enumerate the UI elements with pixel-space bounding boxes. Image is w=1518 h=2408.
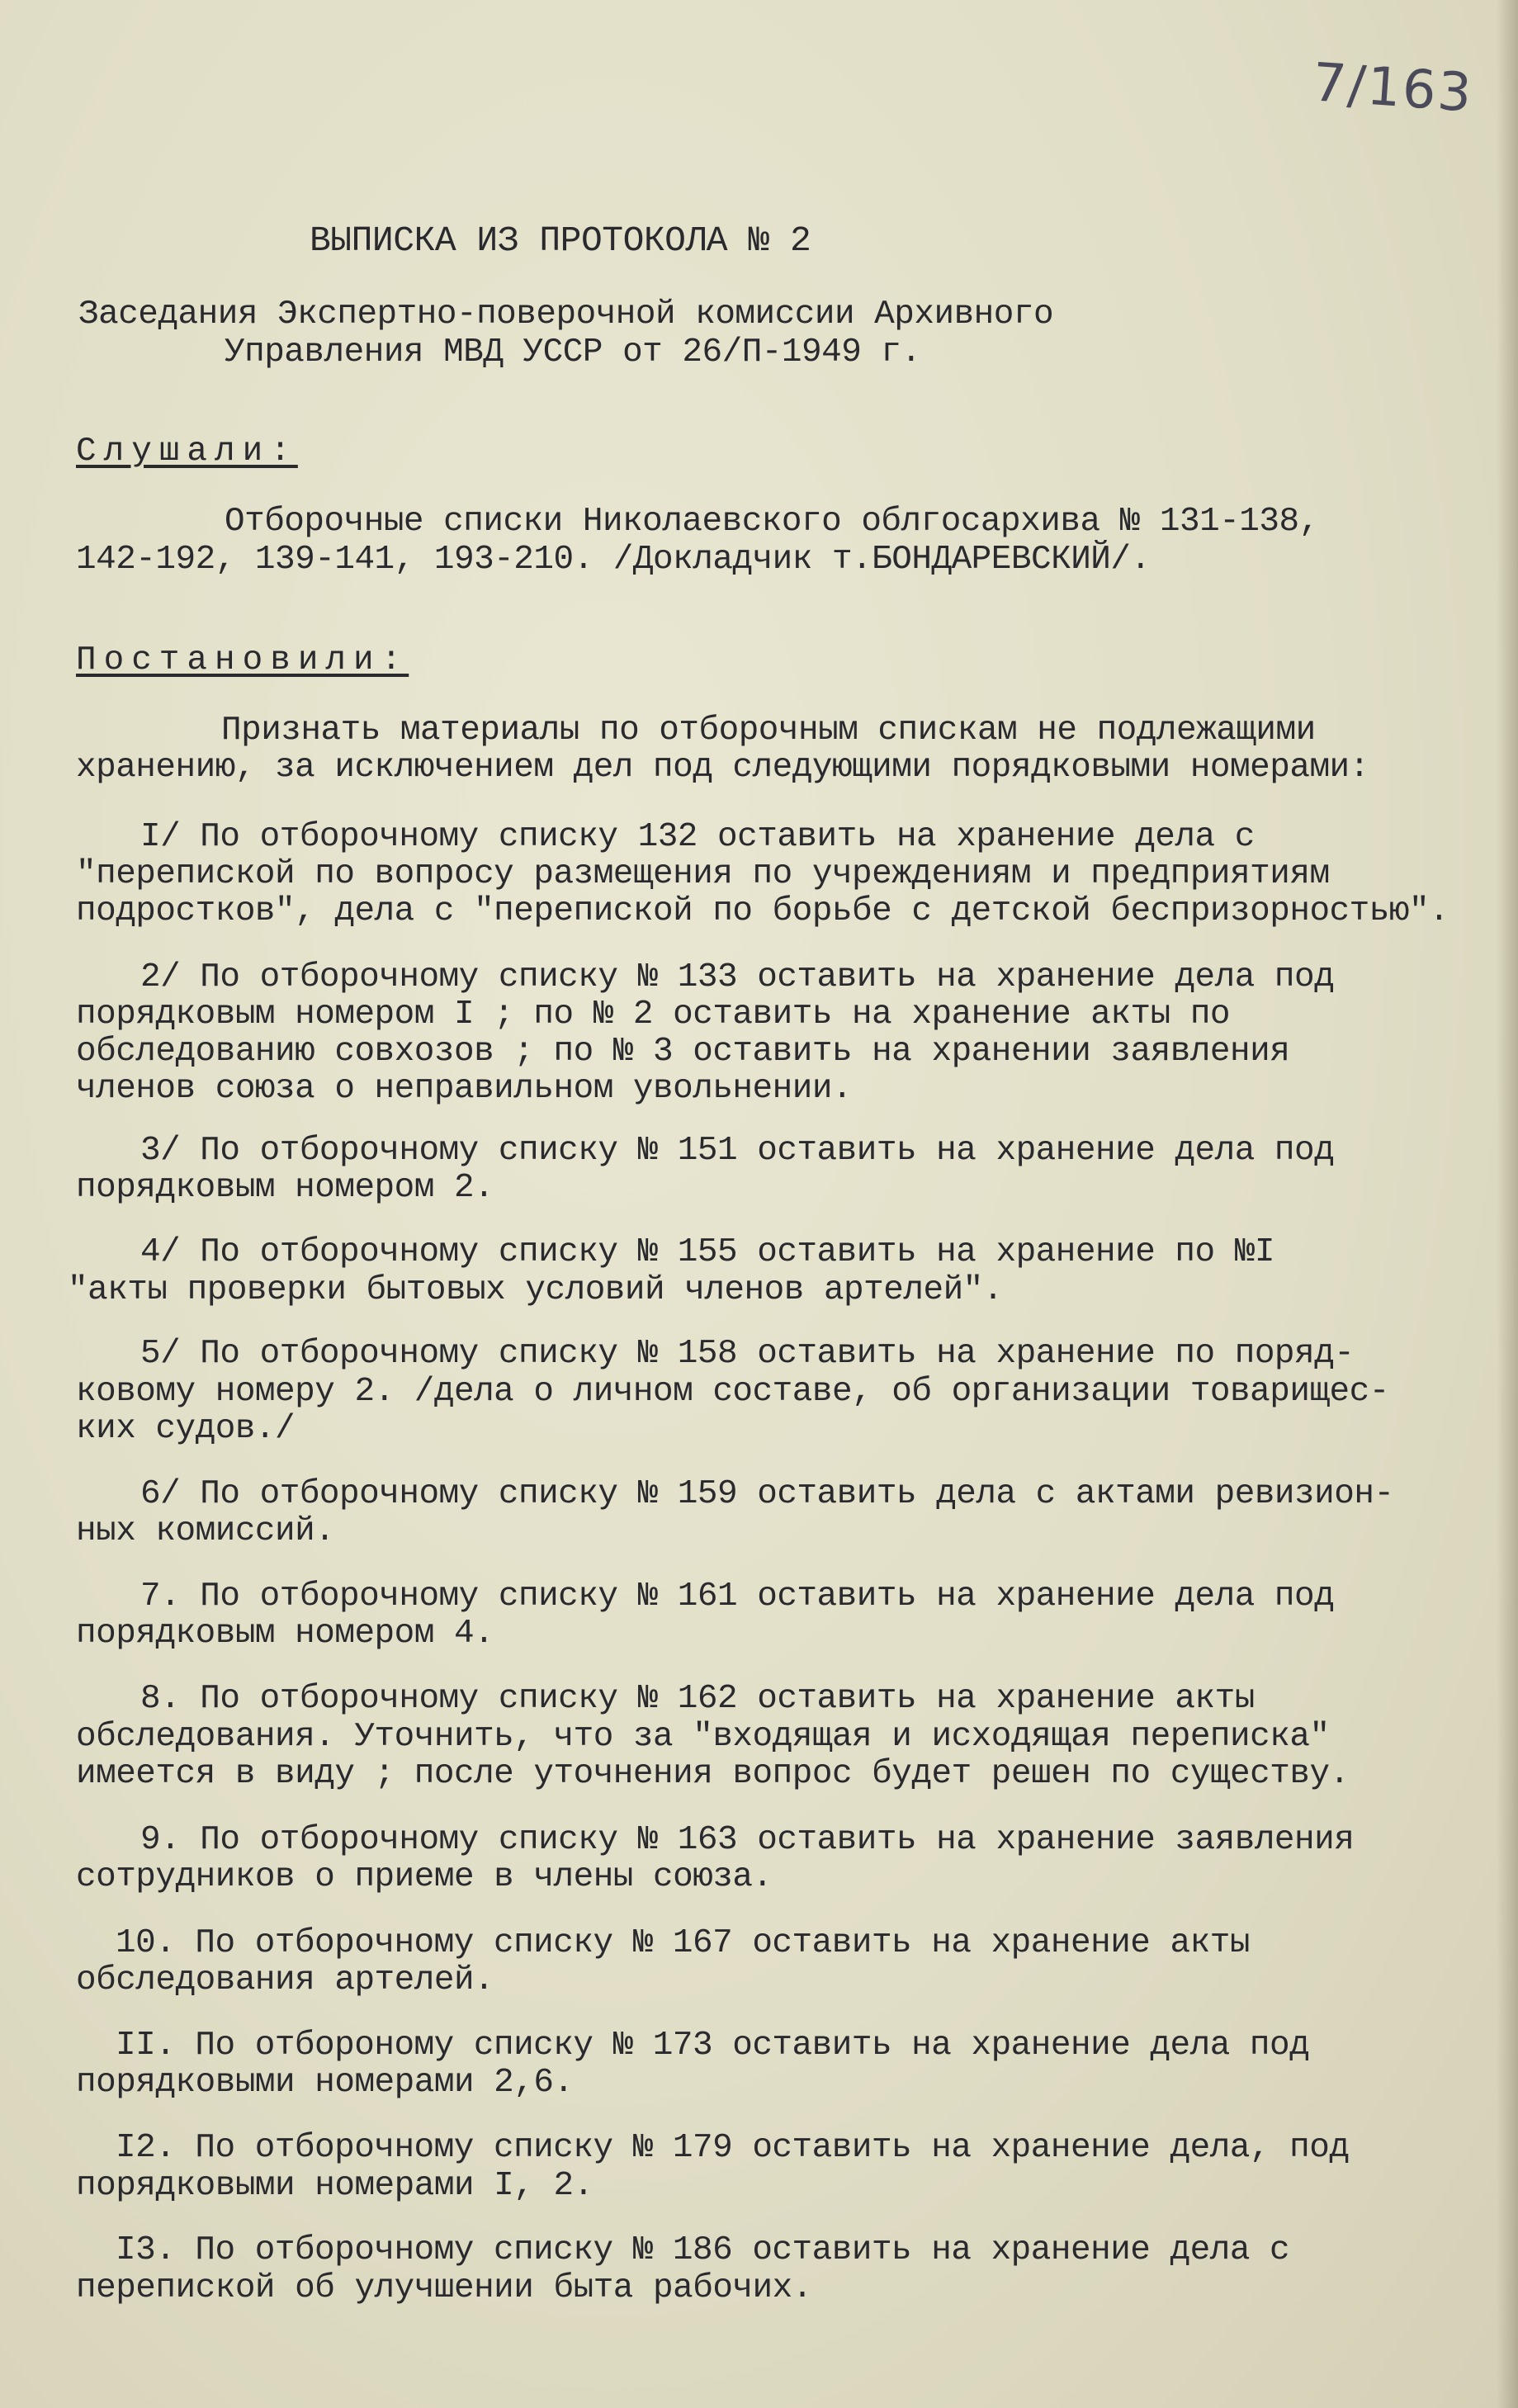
- item-10-line-1: 10. По отборочному списку № 167 оставить на хранение акты: [116, 1924, 1250, 1962]
- item-12-line-2: порядковыми номерами I, 2.: [76, 2167, 593, 2205]
- item-11-line-1: II. По отбороному списку № 173 оставить на хранение дела под: [116, 2027, 1310, 2065]
- heard-line-1: Отборочные списки Николаевского облгосархива № 131-138,: [225, 503, 1319, 541]
- item-12-line-1: I2. По отборочному списку № 179 оставить на хранение дела, под: [116, 2129, 1350, 2167]
- item-1-line-1: I/ По отборочному списку 132 оставить на хранение дела с: [140, 818, 1255, 856]
- item-11-line-2: порядковыми номерами 2,6.: [76, 2064, 574, 2102]
- item-1-line-3: подростков", дела с "перепиской по борьбе с детской беспризорностью".: [76, 892, 1449, 930]
- item-6-line-1: 6/ По отборочному списку № 159 оставить дела с актами ревизион-: [140, 1475, 1394, 1513]
- resolved-heading: Постановили:: [76, 641, 409, 679]
- item-4-line-2: "акты проверки бытовых условий членов артелей".: [68, 1271, 1003, 1309]
- item-5-line-1: 5/ По отборочному списку № 158 оставить на хранение по поряд-: [140, 1335, 1355, 1373]
- intro-line-1: Признать материалы по отборочным спискам не подлежащими: [221, 712, 1316, 750]
- item-8-line-2: обследования. Уточнить, что за "входящая и исходящая переписка": [76, 1718, 1330, 1756]
- item-8-line-3: имеется в виду ; после уточнения вопрос будет решен по существу.: [76, 1755, 1350, 1793]
- item-4-line-1: 4/ По отборочному списку № 155 оставить на хранение по №I: [140, 1233, 1274, 1271]
- document-title: ВЫПИСКА ИЗ ПРОТОКОЛА № 2: [310, 220, 811, 261]
- page-edge-shadow: [1497, 0, 1518, 2408]
- item-9-line-2: сотрудников о приеме в члены союза.: [76, 1858, 773, 1896]
- item-2-line-4: членов союза о неправильном увольнении.: [76, 1070, 853, 1108]
- item-6-line-2: ных комиссий.: [76, 1512, 335, 1550]
- heard-line-2: 142-192, 139-141, 193-210. /Докладчик т.БОНДАРЕВСКИЙ/.: [76, 541, 1151, 579]
- item-1-line-2: "перепиской по вопросу размещения по учреждениям и предприятиям: [76, 855, 1330, 893]
- item-3-line-1: 3/ По отборочному списку № 151 оставить на хранение дела под: [140, 1132, 1335, 1170]
- item-7-line-1: 7. По отборочному списку № 161 оставить на хранение дела под: [140, 1578, 1335, 1616]
- intro-line-2: хранению, за исключением дел под следующими порядковыми номерами:: [76, 749, 1369, 787]
- item-7-line-2: порядковым номером 4.: [76, 1615, 494, 1653]
- item-5-line-2: ковому номеру 2. /дела о личном составе, об организации товарищес-: [76, 1373, 1389, 1411]
- item-10-line-2: обследования артелей.: [76, 1961, 494, 1999]
- item-13-line-1: I3. По отборочному списку № 186 оставить на хранение дела с: [116, 2231, 1290, 2269]
- item-2-line-3: обследованию совхозов ; по № 3 оставить на хранении заявления: [76, 1033, 1290, 1071]
- archive-page-number: 7/163: [1310, 52, 1475, 125]
- item-3-line-2: порядковым номером 2.: [76, 1169, 494, 1207]
- subtitle-line-2: Управления МВД УССР от 26/П-1949 г.: [225, 334, 921, 371]
- item-2-line-2: порядковым номером I ; по № 2 оставить на хранение акты по: [76, 996, 1231, 1034]
- heard-heading: Слушали:: [76, 433, 298, 471]
- item-2-line-1: 2/ По отборочному списку № 133 оставить на хранение дела под: [140, 958, 1335, 996]
- item-9-line-1: 9. По отборочному списку № 163 оставить на хранение заявления: [140, 1821, 1355, 1859]
- item-8-line-1: 8. По отборочному списку № 162 оставить на хранение акты: [140, 1680, 1255, 1718]
- item-5-line-3: ких судов./: [76, 1410, 296, 1448]
- item-13-line-2: перепиской об улучшении быта рабочих.: [76, 2269, 812, 2307]
- subtitle-line-1: Заседания Экспертно-поверочной комиссии Архивного: [78, 296, 1054, 334]
